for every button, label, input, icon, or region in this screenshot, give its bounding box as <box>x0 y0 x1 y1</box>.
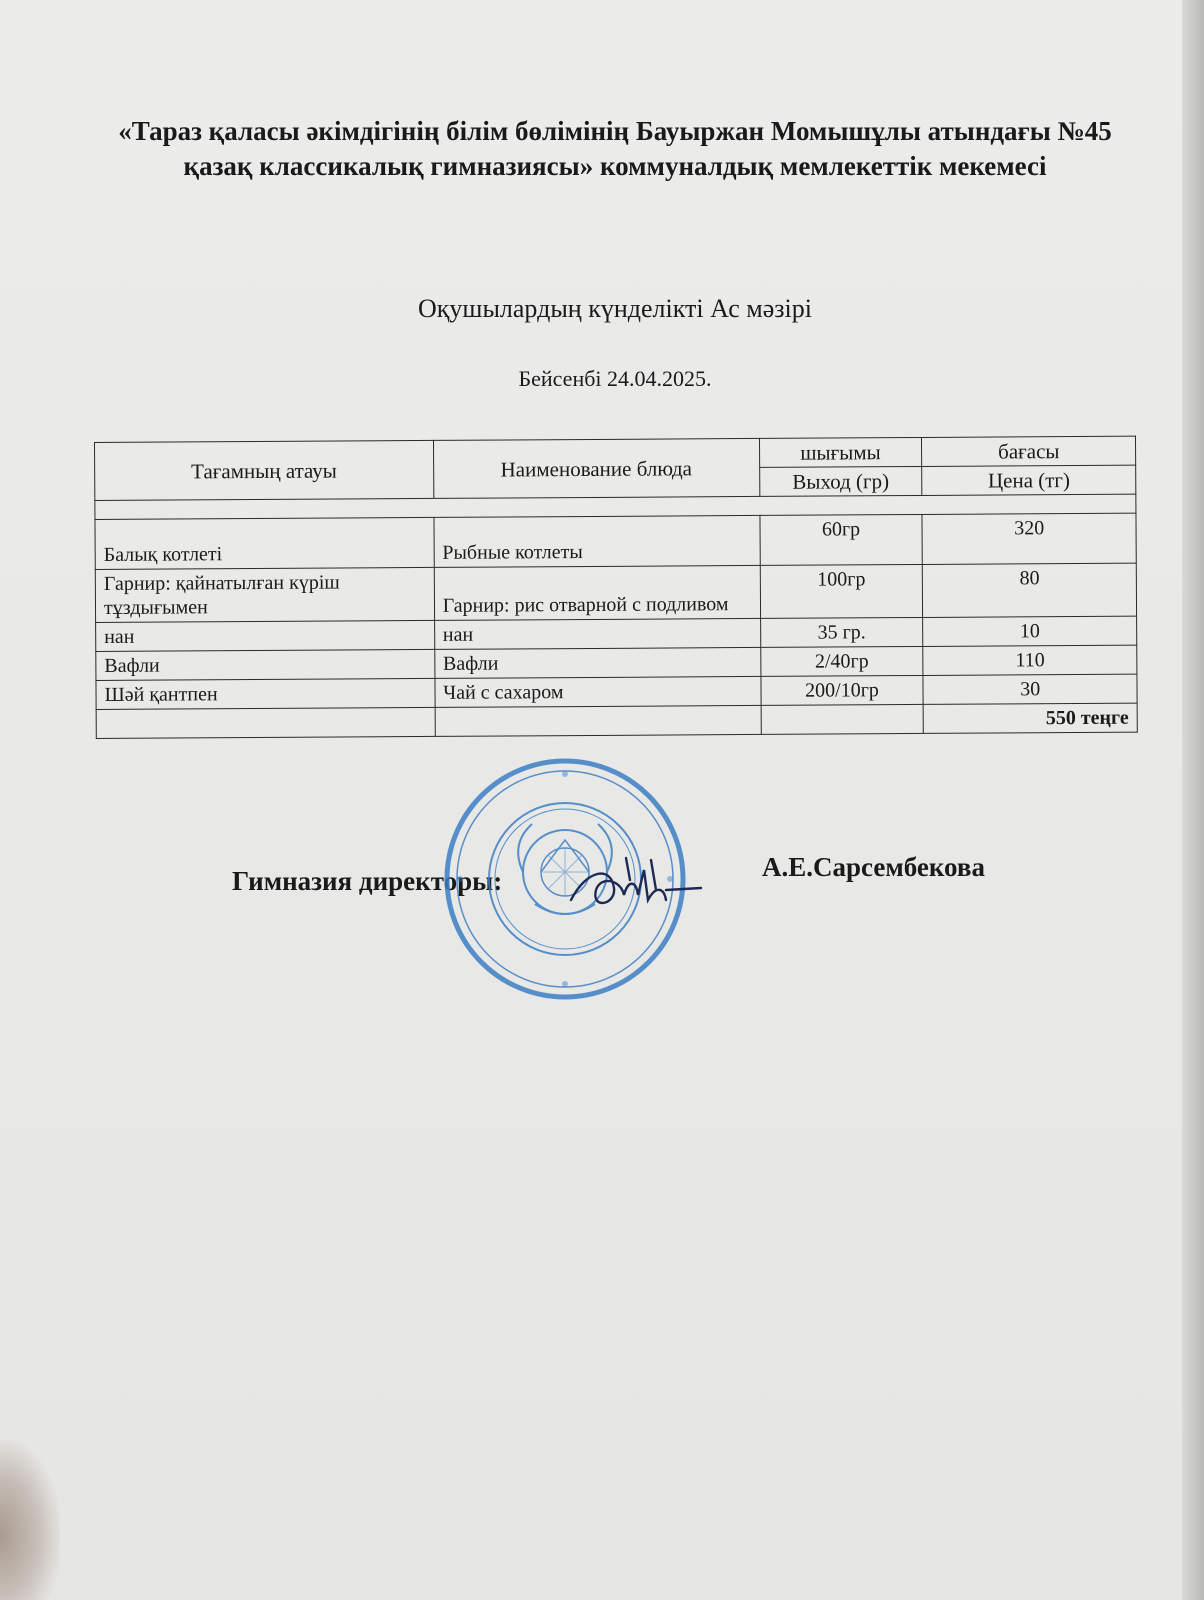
header-name-ru: Наименование блюда <box>433 438 759 498</box>
menu-table <box>94 436 1138 739</box>
dish-output: 200/10гр <box>760 675 923 705</box>
dish-price: 10 <box>923 616 1137 646</box>
header-output-ru: Выход (гр) <box>759 466 922 496</box>
dish-price: 320 <box>922 513 1136 564</box>
dish-name-kz: Гарнир: қайнатылған күріш тұздығымен <box>95 567 434 622</box>
table-total-row <box>96 703 1137 738</box>
header-price-ru: Цена (тг) <box>922 465 1136 495</box>
dish-name-ru: нан <box>434 618 760 649</box>
dish-name-kz: Балық котлеті <box>95 517 434 569</box>
menu-title: Оқушылардың күнделікті Ас мәзірі <box>418 294 812 323</box>
table-row <box>95 563 1136 622</box>
header-output-kz: шығымы <box>759 437 922 467</box>
dish-output: 2/40гр <box>760 646 923 676</box>
director-label: Гимназия директоры: <box>232 866 503 896</box>
dish-output: 100гр <box>760 564 923 618</box>
table-row <box>95 513 1136 569</box>
total-empty-cell <box>96 707 435 738</box>
director-name: А.Е.Сарсембекова <box>762 852 985 882</box>
dish-output: 60гр <box>759 514 922 565</box>
menu-date: Бейсенбі 24.04.2025. <box>518 366 712 391</box>
dish-name-ru: Рыбные котлеты <box>434 515 760 567</box>
dish-name-kz: Шәй қантпен <box>96 678 435 709</box>
dish-price: 80 <box>923 563 1137 617</box>
dish-name-ru: Гарнир: рис отварной с подливом <box>434 565 760 620</box>
dish-output: 35 гр. <box>760 617 923 647</box>
dish-name-kz: нан <box>96 620 435 651</box>
dish-name-kz: Вафли <box>96 649 435 680</box>
header-price-kz: бағасы <box>922 436 1136 466</box>
total-empty-cell <box>435 705 761 736</box>
header-name-kz: Тағамның атауы <box>95 440 434 500</box>
handwritten-signature-icon <box>566 850 706 920</box>
dish-name-ru: Вафли <box>434 647 760 678</box>
dish-price: 30 <box>923 674 1137 704</box>
total-empty-cell <box>761 704 924 734</box>
organization-title: «Тараз қаласы әкімдігінің білім бөлімінің Бауыржан Момышұлы атындағы №45 қазақ классикалық гимназиясы» коммуналдық мемлекеттік мекемесі <box>118 116 1112 181</box>
total-price: 550 теңге <box>924 703 1138 733</box>
dish-price: 110 <box>923 645 1137 675</box>
dish-name-ru: Чай с сахаром <box>435 676 761 707</box>
page-edge <box>1182 0 1204 1600</box>
thumb-shadow <box>0 1440 60 1600</box>
